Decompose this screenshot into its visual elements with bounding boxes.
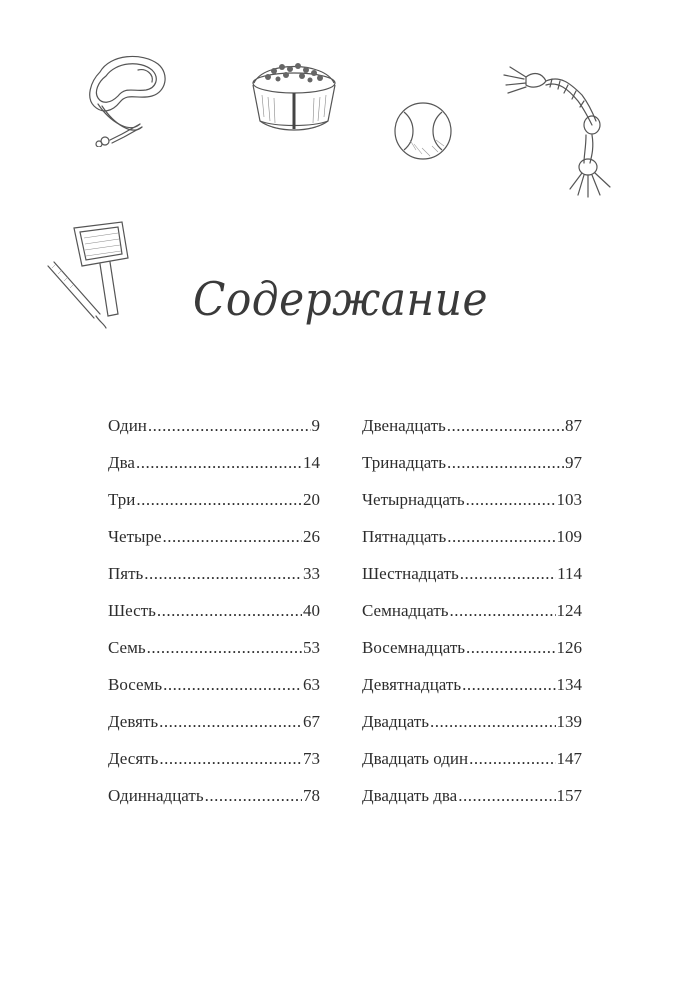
toc-entry-title: Девятнадцать <box>362 675 462 694</box>
toc-leader-dots <box>447 448 564 478</box>
toc-entry-title: Один <box>108 416 147 435</box>
toc-entry <box>108 559 320 596</box>
toc-entry-title: Десять <box>108 749 159 768</box>
rope-toy-illustration <box>500 55 630 200</box>
toc-page-number: 40 <box>303 601 320 620</box>
toc-leader-dots <box>462 670 555 700</box>
toc-entry-title: Четырнадцать <box>362 490 465 509</box>
toc-page-number: 139 <box>556 712 582 731</box>
toc-page-number: 114 <box>557 564 582 583</box>
toc-page-number: 124 <box>556 601 582 620</box>
toc-entry-title: Двадцать два <box>362 786 458 805</box>
toc-entry-title: Четыре <box>108 527 162 546</box>
toc-entry <box>108 633 320 670</box>
toc-leader-dots <box>147 633 302 663</box>
toc-entry <box>362 448 582 485</box>
toc-entry-title: Пять <box>108 564 144 583</box>
toc-leader-dots <box>450 596 556 626</box>
toc-page-number: 14 <box>303 453 320 472</box>
toc-entry-title: Двадцать <box>362 712 429 731</box>
toc-page-number: 53 <box>303 638 320 657</box>
toc-leader-dots <box>159 707 302 737</box>
toc-entry <box>362 670 582 707</box>
toc-entry-title: Восемь <box>108 675 163 694</box>
toc-page-number: 87 <box>565 416 582 435</box>
toc-entry-title: Девять <box>108 712 159 731</box>
toc-entry <box>362 522 582 559</box>
toc-page-number: 103 <box>556 490 582 509</box>
toc-entry <box>108 744 320 781</box>
toc-entry <box>362 633 582 670</box>
toc-entry <box>362 559 582 596</box>
toc-leader-dots <box>159 744 302 774</box>
toc-entry <box>362 485 582 522</box>
toc-entry-title: Одиннадцать <box>108 786 204 805</box>
toc-entry <box>108 448 320 485</box>
toc-page-number: 9 <box>311 416 320 435</box>
toc-page-number: 33 <box>303 564 320 583</box>
toc-entry-title: Семнадцать <box>362 601 449 620</box>
toc-entry <box>108 596 320 633</box>
toc-leader-dots <box>466 633 556 663</box>
leash-illustration <box>80 52 170 147</box>
toc-leader-dots <box>430 707 556 737</box>
toc-entry-title: Шесть <box>108 601 156 620</box>
toc-leader-dots <box>458 781 555 811</box>
toc-leader-dots <box>136 485 302 515</box>
toc-entry-title: Два <box>108 453 135 472</box>
toc-entry-title: Двадцать один <box>362 749 469 768</box>
toc-leader-dots <box>447 411 564 441</box>
toc-leader-dots <box>466 485 556 515</box>
toc-page-number: 67 <box>303 712 320 731</box>
toc-entry-title: Семь <box>108 638 146 657</box>
toc-entry-title: Двенадцать <box>362 416 446 435</box>
toc-page-number: 97 <box>565 453 582 472</box>
food-bowl-illustration <box>246 55 341 135</box>
toc-entry-title: Шестнадцать <box>362 564 459 583</box>
toc-entry <box>362 781 582 818</box>
toc-leader-dots <box>205 781 302 811</box>
toc-page-number: 63 <box>303 675 320 694</box>
toc-leader-dots <box>144 559 302 589</box>
toc-entry-title: Тринадцать <box>362 453 447 472</box>
toc-page-number: 134 <box>556 675 582 694</box>
toc-leader-dots <box>136 448 302 478</box>
toc-page-number: 126 <box>556 638 582 657</box>
toc-entry-title: Пятнадцать <box>362 527 447 546</box>
toc-entry <box>108 781 320 818</box>
toc-entry <box>108 485 320 522</box>
toc-page-number: 157 <box>556 786 582 805</box>
toc-entry <box>108 411 320 448</box>
toc-leader-dots <box>163 670 302 700</box>
toc-leader-dots <box>447 522 555 552</box>
toc-page-number: 26 <box>303 527 320 546</box>
toc-leader-dots <box>460 559 556 589</box>
toc-page-number: 147 <box>556 749 582 768</box>
toc-entry <box>108 670 320 707</box>
toc-page-number: 109 <box>556 527 582 546</box>
toc-entry <box>108 707 320 744</box>
toc-leader-dots <box>148 411 311 441</box>
toc-column-right <box>362 411 582 818</box>
toc-entry-title: Восемнадцать <box>362 638 465 657</box>
toc-leader-dots <box>469 744 555 774</box>
toc-leader-dots <box>163 522 303 552</box>
ball-illustration <box>392 100 454 162</box>
toc-entry <box>362 707 582 744</box>
toc-entry <box>362 411 582 448</box>
toc-entry <box>108 522 320 559</box>
toc-column-left <box>108 411 320 818</box>
toc-page-number: 73 <box>303 749 320 768</box>
toc-page-number: 78 <box>303 786 320 805</box>
toc-entry <box>362 596 582 633</box>
toc-leader-dots <box>157 596 302 626</box>
toc-entry-title: Три <box>108 490 136 509</box>
toc-page-number: 20 <box>303 490 320 509</box>
page-title: Содержание <box>193 272 488 326</box>
toc-entry <box>362 744 582 781</box>
